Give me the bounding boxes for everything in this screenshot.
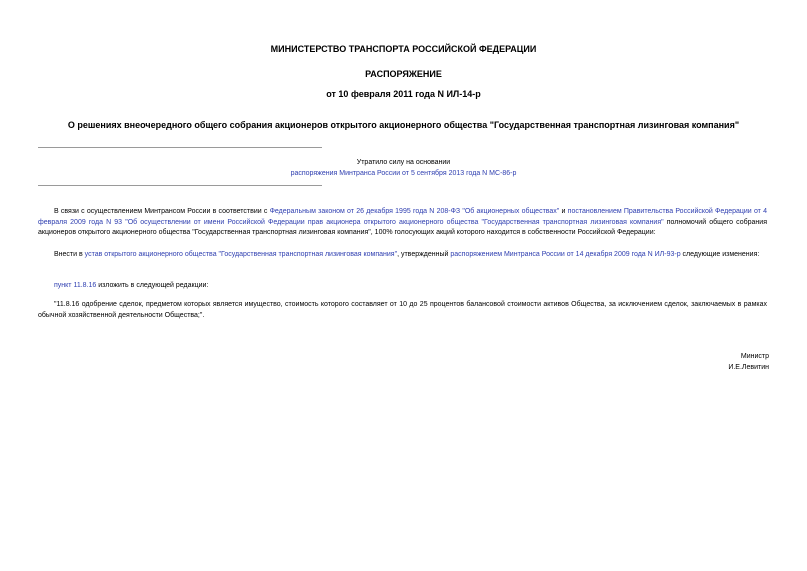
clause-ref-text: изложить в следующей редакции: xyxy=(96,282,209,289)
preamble-text-2: и xyxy=(559,208,568,215)
document-date-number: от 10 февраля 2011 года N ИЛ-14-р xyxy=(326,89,481,99)
document-type: РАСПОРЯЖЕНИЕ xyxy=(365,69,442,79)
amendment-text-3: следующие изменения: xyxy=(680,251,760,258)
charter-link[interactable]: устав открытого акционерного общества "Государственная транспортная лизинговая компания" xyxy=(84,251,398,258)
amendment-text-1: Внести в xyxy=(54,251,85,258)
government-decree-link[interactable]: постановлением Правительства Российской Федерации от 4 февраля 2009 года N 93 "Об осуществлении от имени Российской Федерации прав акционера открытого акционерного общества "Государственная транспортная лизинговая компания" xyxy=(38,208,768,226)
paragraph-amendment xyxy=(38,250,767,261)
approving-order-link[interactable]: распоряжением Минтранса России от 14 декабря 2009 года N ИЛ-93-р xyxy=(450,251,681,258)
amendment-text-2: , утвержденный xyxy=(397,251,451,258)
status-note: Утратило силу на основании xyxy=(356,159,451,166)
paragraph-new-wording: "11.8.16 одобрение сделок, предметом которых является имущество, стоимость которого составляет от 10 до 25 процентов балансовой стоимости активов Общества, за исключением сделок, заключаемых в рамках обычной хозяйственной деятельности Общества;". xyxy=(38,301,767,319)
preamble-text-1: В связи с осуществлением Минтрансом России в соответствии с xyxy=(54,208,270,215)
signature-position: Министр xyxy=(740,353,769,360)
document-subject: О решениях внеочередного общего собрания акционеров открытого акционерного общества "Государственная транспортная лизинговая компания" xyxy=(67,120,740,130)
status-divider-top xyxy=(38,147,322,148)
ministry-heading: МИНИСТЕРСТВО ТРАНСПОРТА РОССИЙСКОЙ ФЕДЕРАЦИИ xyxy=(270,44,537,54)
status-divider-bottom xyxy=(38,185,322,186)
signature-name: И.Е.Левитин xyxy=(728,364,769,371)
paragraph-clause-ref xyxy=(54,281,767,292)
status-repeal-link[interactable]: распоряжения Минтранса России от 5 сентября 2013 года N МС-86-р xyxy=(290,170,517,177)
paragraph-preamble xyxy=(38,207,767,239)
clause-link[interactable]: пункт 11.8.16 xyxy=(54,282,97,289)
preamble-text-3: полномочий общего собрания акционеров открытого акционерного общества "Государственная транспортная лизинговая компания", 100% голосующих акций которого находится в собственности Российской Федерации: xyxy=(38,218,767,237)
federal-law-link[interactable]: Федеральным законом от 26 декабря 1995 года N 208-ФЗ "Об акционерных обществах" xyxy=(269,208,560,215)
